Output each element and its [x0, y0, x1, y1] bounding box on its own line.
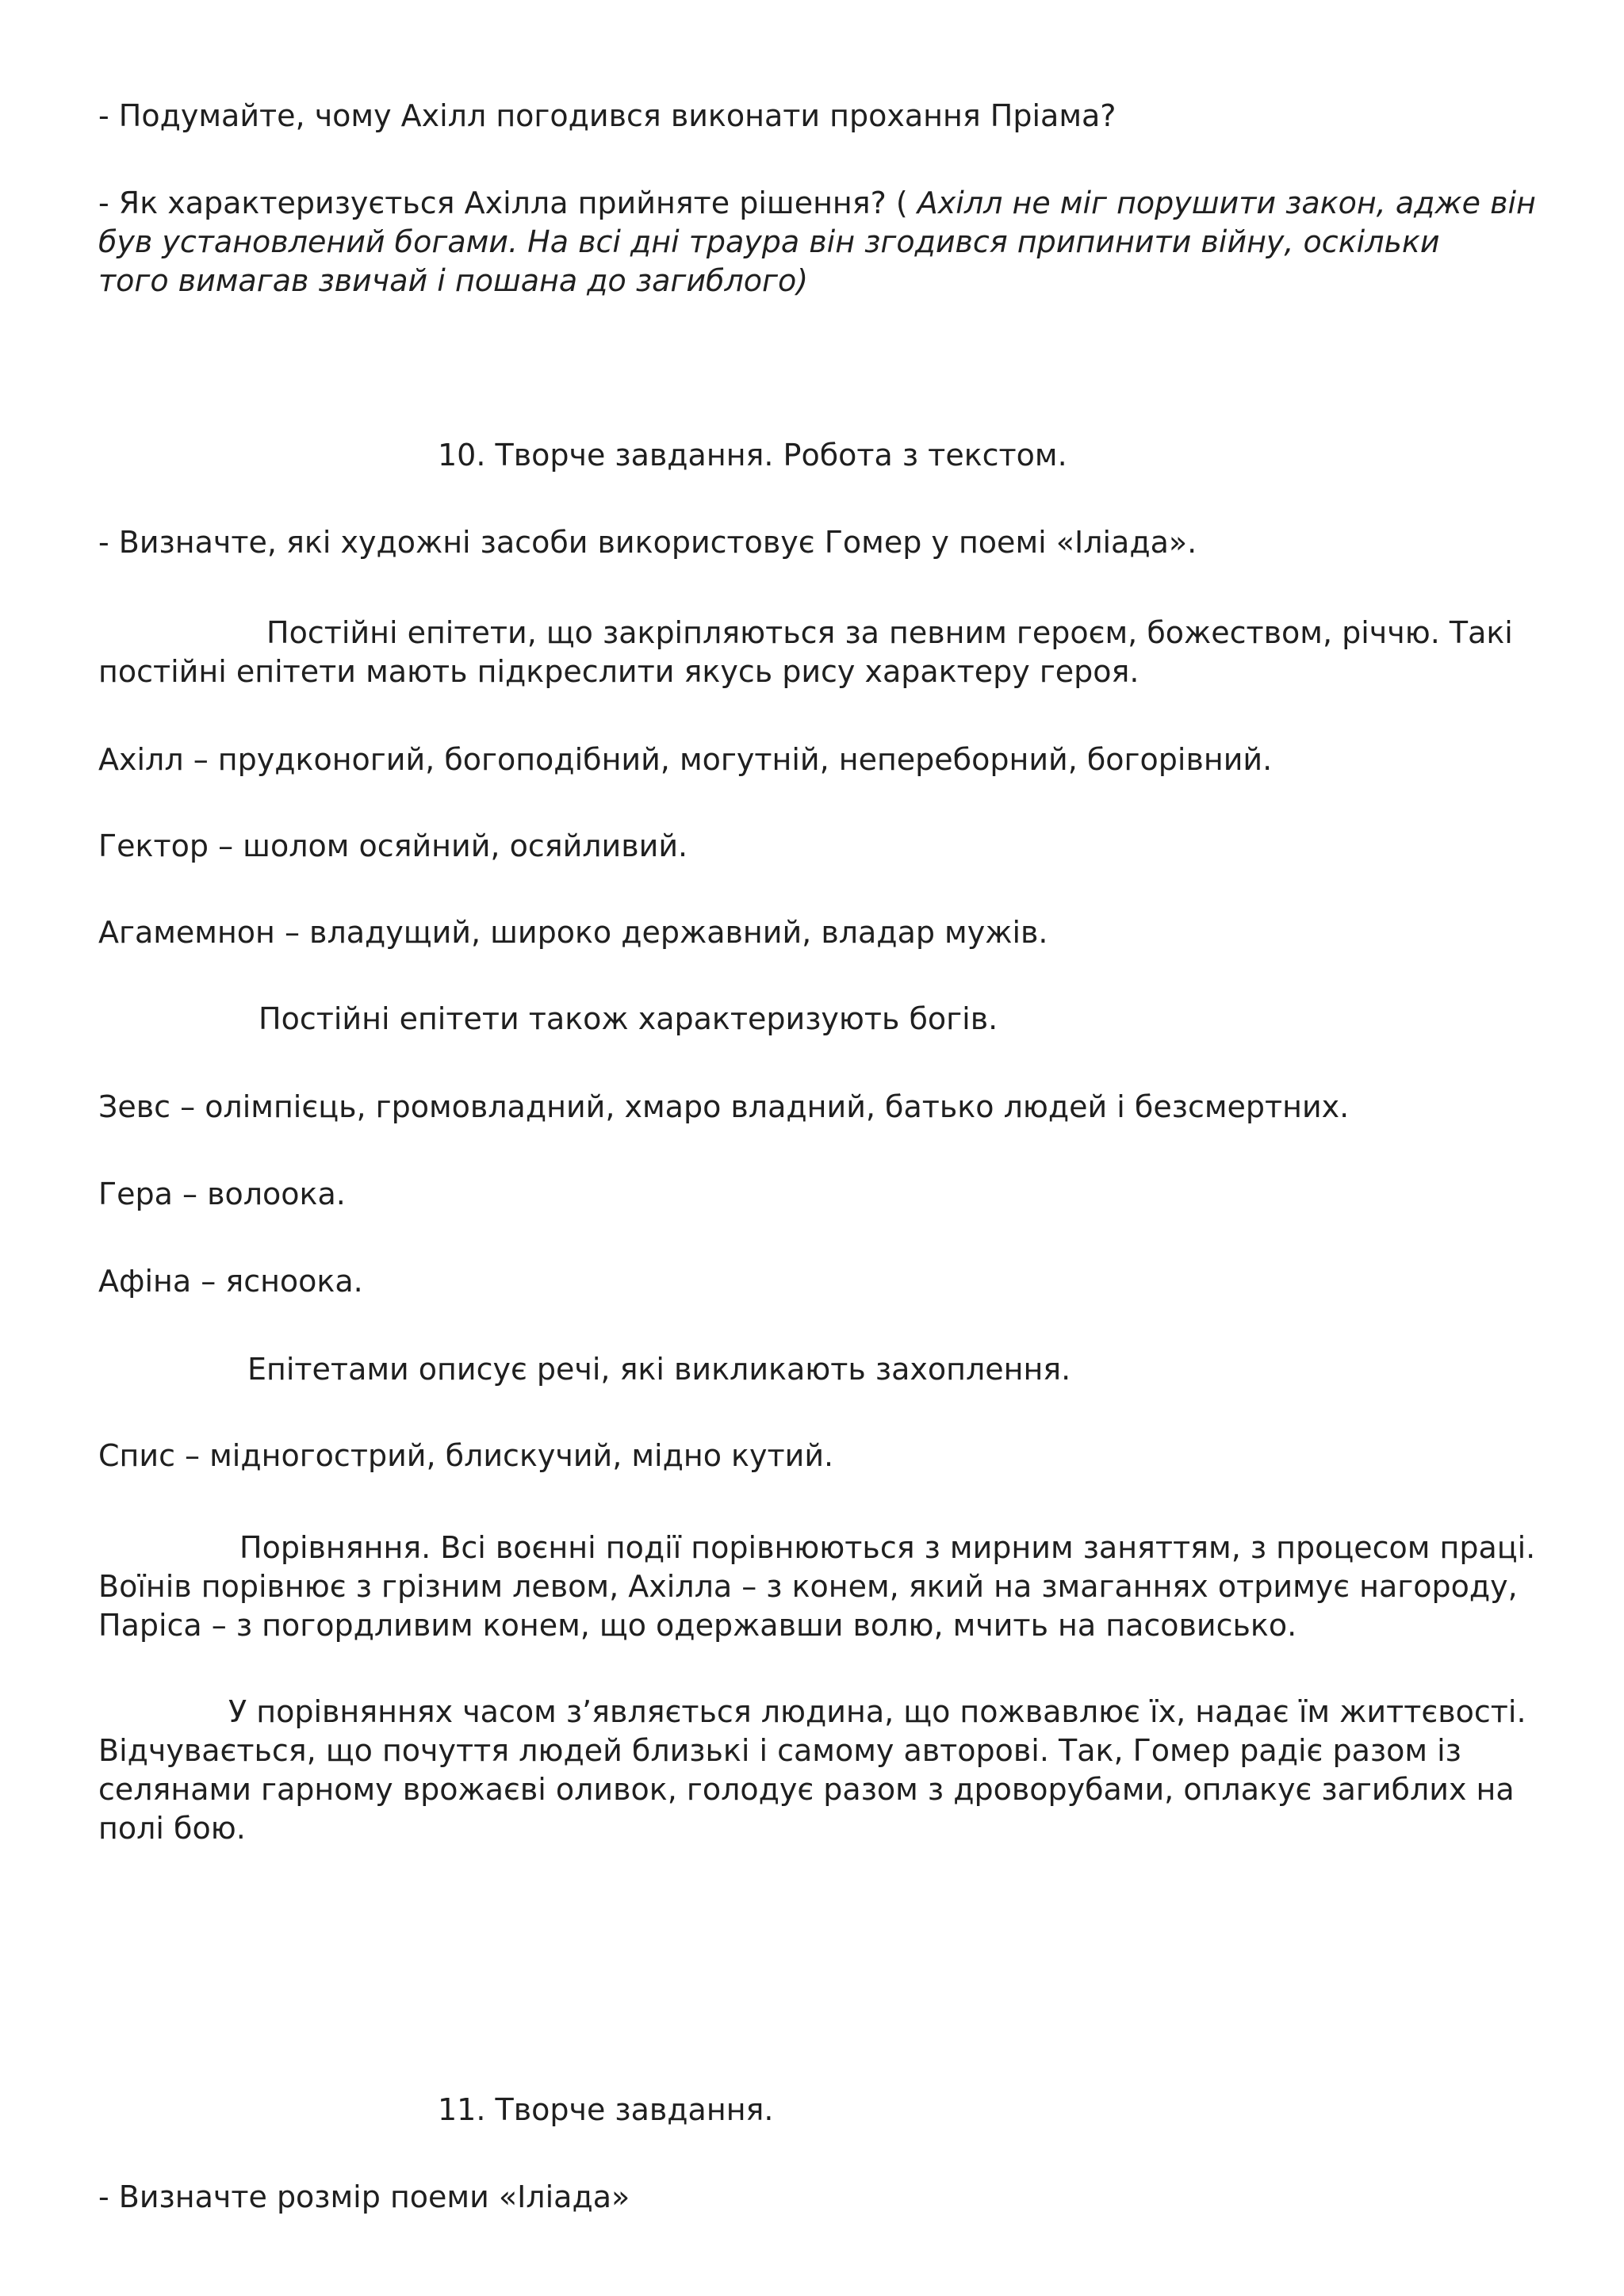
task-11: - Визначте розмір поеми «Іліада»	[98, 2179, 630, 2214]
section-10-heading: 10. Творче завдання. Робота з текстом.	[438, 438, 1067, 473]
person-line4: полі бою.	[98, 1811, 246, 1846]
section-11-heading: 11. Творче завдання.	[438, 2092, 774, 2127]
epithets-spear: Спис – мідногострий, блискучий, мідно кутий.	[98, 1438, 834, 1473]
comparisons-line1: Порівняння. Всі воєнні події порівнюються з мирним заняттям, з процесом праці.	[239, 1530, 1536, 1565]
question-decision-prefix: - Як характеризується Ахілла прийняте рішення? (	[98, 186, 917, 220]
epithets-hera: Гера – волоока.	[98, 1177, 346, 1211]
epithets-achilles: Ахілл – прудконогий, богоподібний, могутній, непереборний, богорівний.	[98, 742, 1273, 777]
answer-italic-line2: був установлений богами. На всі дні траура він згодився припинити війну, оскільки	[98, 224, 1440, 259]
person-paragraph	[98, 1693, 1526, 1848]
answer-italic-line1: Ахілл не міг порушити закон, адже він	[917, 186, 1536, 220]
epithets-hector: Гектор – шолом осяйний, осяйливий.	[98, 828, 688, 863]
task-10: - Визначте, які художні засоби використовує Гомер у поемі «Іліада».	[98, 525, 1197, 560]
comparisons-line2: Воїнів порівнює з грізним левом, Ахілла – з конем, який на змаганнях отримує нагороду,	[98, 1569, 1518, 1604]
comparisons-line3: Паріса – з погордливим конем, що одержавши волю, мчить на пасовисько.	[98, 1608, 1297, 1643]
epithets-zeus: Зевс – олімпієць, громовладний, хмаро владний, батько людей і безсмертних.	[98, 1089, 1350, 1124]
gods-intro: Постійні епітети також характеризують богів.	[259, 1001, 998, 1036]
comparisons-paragraph	[98, 1529, 1536, 1645]
question-decision	[98, 184, 1536, 300]
epithets-intro	[98, 614, 1526, 691]
epithets-intro-line2: постійні епітети мають підкреслити якусь рису характеру героя.	[98, 654, 1139, 689]
epithets-athena: Афіна – ясноока.	[98, 1264, 363, 1299]
person-line2: Відчувається, що почуття людей близькі і самому авторові. Так, Гомер радіє разом із	[98, 1733, 1461, 1768]
person-line1: У порівняннях часом з’являється людина, що пожвавлює їх, надає їм життєвості.	[228, 1694, 1526, 1729]
question-priam: - Подумайте, чому Ахілл погодився виконати прохання Пріама?	[98, 98, 1116, 133]
person-line3: селянами гарному врожаєві оливок, голодує разом з дроворубами, оплакує загиблих на	[98, 1772, 1515, 1807]
things-intro: Епітетами описує речі, які викликають захоплення.	[247, 1352, 1071, 1387]
question-decision-line1	[98, 184, 1536, 223]
epithets-intro-line1: Постійні епітети, що закріпляються за певним героєм, божеством, річчю. Такі	[266, 615, 1513, 650]
answer-italic-line3: того вимагав звичай і пошана до загиблого)	[98, 263, 809, 298]
epithets-agamemnon: Агамемнон – владущий, широко державний, владар мужів.	[98, 915, 1048, 950]
